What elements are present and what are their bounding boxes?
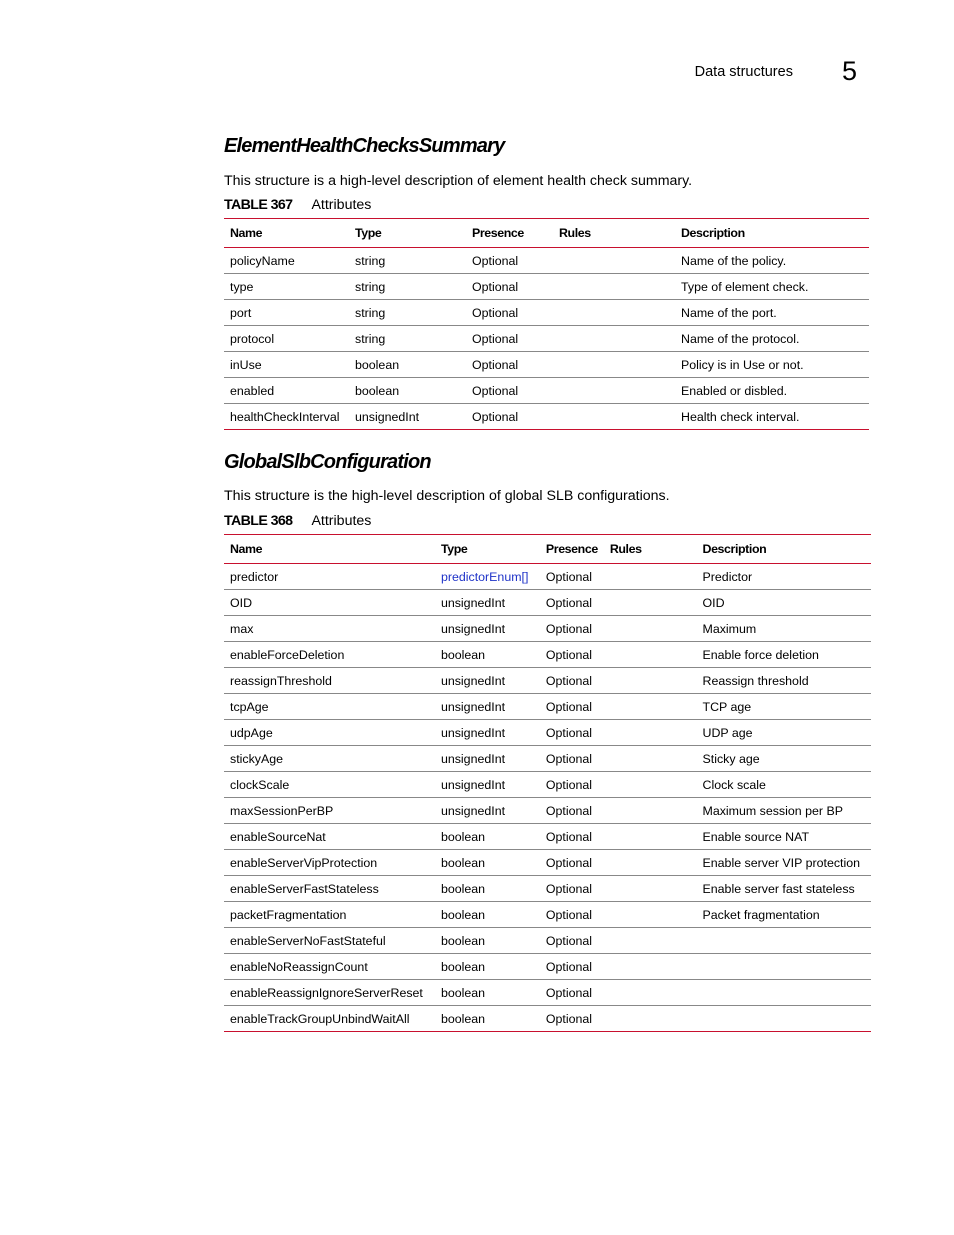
cell-name: healthCheckInterval bbox=[224, 404, 349, 430]
cell-description bbox=[697, 980, 871, 1006]
cell-presence: Optional bbox=[540, 954, 604, 980]
cell-type: boolean bbox=[435, 642, 540, 668]
cell-type: boolean bbox=[435, 928, 540, 954]
table-row bbox=[224, 902, 871, 928]
table-row bbox=[224, 616, 871, 642]
table-row bbox=[224, 404, 869, 430]
cell-rules bbox=[553, 300, 675, 326]
table-row bbox=[224, 590, 871, 616]
cell-description bbox=[697, 954, 871, 980]
cell-rules bbox=[604, 876, 697, 902]
cell-description: TCP age bbox=[697, 694, 871, 720]
cell-description: Enable server VIP protection bbox=[697, 850, 871, 876]
cell-presence: Optional bbox=[540, 746, 604, 772]
cell-description: Name of the port. bbox=[675, 300, 869, 326]
cell-presence: Optional bbox=[540, 590, 604, 616]
cell-rules bbox=[604, 824, 697, 850]
cell-description: UDP age bbox=[697, 720, 871, 746]
column-header: Name bbox=[224, 535, 435, 564]
cell-type: unsignedInt bbox=[435, 616, 540, 642]
cell-type: string bbox=[349, 326, 466, 352]
column-header: Type bbox=[435, 535, 540, 564]
cell-presence: Optional bbox=[540, 798, 604, 824]
table-number: TABLE 368 bbox=[224, 513, 293, 529]
cell-rules bbox=[553, 248, 675, 274]
table-caption bbox=[224, 195, 869, 215]
cell-rules bbox=[604, 980, 697, 1006]
attributes-table-368 bbox=[224, 534, 871, 1032]
cell-description: Maximum session per BP bbox=[697, 798, 871, 824]
cell-presence: Optional bbox=[540, 824, 604, 850]
attributes-table-367 bbox=[224, 218, 869, 430]
column-header: Presence bbox=[540, 535, 604, 564]
predictor-enum-link[interactable]: predictorEnum[] bbox=[435, 564, 540, 590]
running-header bbox=[695, 58, 857, 85]
cell-name: protocol bbox=[224, 326, 349, 352]
cell-name: enableServerVipProtection bbox=[224, 850, 435, 876]
cell-presence: Optional bbox=[540, 694, 604, 720]
table-row bbox=[224, 378, 869, 404]
cell-presence: Optional bbox=[466, 300, 553, 326]
table-row bbox=[224, 274, 869, 300]
table-row bbox=[224, 352, 869, 378]
chapter-number: 5 bbox=[841, 56, 857, 86]
cell-rules bbox=[553, 274, 675, 300]
table-caption-text: Attributes bbox=[311, 513, 372, 529]
cell-type: unsignedInt bbox=[349, 404, 466, 430]
table-row bbox=[224, 850, 871, 876]
table-row bbox=[224, 326, 869, 352]
column-header: Rules bbox=[553, 219, 675, 248]
cell-type: unsignedInt bbox=[435, 590, 540, 616]
cell-type: string bbox=[349, 274, 466, 300]
cell-presence: Optional bbox=[466, 352, 553, 378]
section-title: ElementHealthChecksSummary bbox=[224, 135, 505, 157]
cell-description: Reassign threshold bbox=[697, 668, 871, 694]
table-row bbox=[224, 300, 869, 326]
cell-type: boolean bbox=[435, 1006, 540, 1032]
cell-name: udpAge bbox=[224, 720, 435, 746]
cell-description: OID bbox=[697, 590, 871, 616]
cell-description: Name of the protocol. bbox=[675, 326, 869, 352]
cell-presence: Optional bbox=[540, 902, 604, 928]
cell-name: enableForceDeletion bbox=[224, 642, 435, 668]
cell-presence: Optional bbox=[540, 668, 604, 694]
cell-type: unsignedInt bbox=[435, 694, 540, 720]
cell-description: Type of element check. bbox=[675, 274, 869, 300]
cell-type: string bbox=[349, 300, 466, 326]
cell-name: enableNoReassignCount bbox=[224, 954, 435, 980]
cell-presence: Optional bbox=[540, 850, 604, 876]
cell-description: Packet fragmentation bbox=[697, 902, 871, 928]
table-row bbox=[224, 876, 871, 902]
cell-name: predictor bbox=[224, 564, 435, 590]
cell-description: Health check interval. bbox=[675, 404, 869, 430]
cell-rules bbox=[604, 954, 697, 980]
column-header: Name bbox=[224, 219, 349, 248]
cell-name: stickyAge bbox=[224, 746, 435, 772]
table-row bbox=[224, 980, 871, 1006]
cell-presence: Optional bbox=[540, 564, 604, 590]
cell-rules bbox=[604, 746, 697, 772]
table-row bbox=[224, 694, 871, 720]
cell-name: reassignThreshold bbox=[224, 668, 435, 694]
cell-type: unsignedInt bbox=[435, 668, 540, 694]
cell-description: Sticky age bbox=[697, 746, 871, 772]
cell-presence: Optional bbox=[466, 326, 553, 352]
cell-type: boolean bbox=[435, 980, 540, 1006]
cell-name: enableServerFastStateless bbox=[224, 876, 435, 902]
column-header: Description bbox=[675, 219, 869, 248]
table-row bbox=[224, 954, 871, 980]
cell-rules bbox=[604, 616, 697, 642]
cell-type: boolean bbox=[349, 352, 466, 378]
cell-type: unsignedInt bbox=[435, 772, 540, 798]
cell-presence: Optional bbox=[466, 404, 553, 430]
column-header: Type bbox=[349, 219, 466, 248]
cell-presence: Optional bbox=[540, 616, 604, 642]
cell-presence: Optional bbox=[540, 772, 604, 798]
cell-type: boolean bbox=[435, 876, 540, 902]
table-header-row bbox=[224, 535, 871, 564]
cell-name: enableTrackGroupUnbindWaitAll bbox=[224, 1006, 435, 1032]
table-row bbox=[224, 928, 871, 954]
cell-presence: Optional bbox=[466, 274, 553, 300]
table-row bbox=[224, 1006, 871, 1032]
cell-type: boolean bbox=[349, 378, 466, 404]
cell-type: unsignedInt bbox=[435, 746, 540, 772]
cell-rules bbox=[604, 772, 697, 798]
cell-rules bbox=[604, 1006, 697, 1032]
table-row bbox=[224, 798, 871, 824]
cell-rules bbox=[604, 564, 697, 590]
cell-presence: Optional bbox=[540, 928, 604, 954]
cell-rules bbox=[553, 404, 675, 430]
cell-name: policyName bbox=[224, 248, 349, 274]
cell-type: boolean bbox=[435, 954, 540, 980]
cell-name: type bbox=[224, 274, 349, 300]
cell-description: Name of the policy. bbox=[675, 248, 869, 274]
table-row bbox=[224, 668, 871, 694]
cell-presence: Optional bbox=[540, 876, 604, 902]
cell-name: OID bbox=[224, 590, 435, 616]
cell-rules bbox=[553, 326, 675, 352]
cell-description: Enabled or disbled. bbox=[675, 378, 869, 404]
table-row bbox=[224, 772, 871, 798]
column-header: Rules bbox=[604, 535, 697, 564]
cell-type: unsignedInt bbox=[435, 798, 540, 824]
cell-description: Predictor bbox=[697, 564, 871, 590]
cell-name: tcpAge bbox=[224, 694, 435, 720]
cell-name: maxSessionPerBP bbox=[224, 798, 435, 824]
cell-presence: Optional bbox=[466, 378, 553, 404]
cell-rules bbox=[604, 902, 697, 928]
cell-presence: Optional bbox=[540, 720, 604, 746]
column-header: Description bbox=[697, 535, 871, 564]
table-row bbox=[224, 824, 871, 850]
cell-rules bbox=[604, 720, 697, 746]
cell-name: port bbox=[224, 300, 349, 326]
cell-type: boolean bbox=[435, 902, 540, 928]
cell-description bbox=[697, 1006, 871, 1032]
cell-presence: Optional bbox=[466, 248, 553, 274]
table-row bbox=[224, 248, 869, 274]
cell-description: Maximum bbox=[697, 616, 871, 642]
cell-rules bbox=[604, 850, 697, 876]
cell-name: packetFragmentation bbox=[224, 902, 435, 928]
cell-rules bbox=[604, 694, 697, 720]
cell-rules bbox=[553, 352, 675, 378]
cell-name: enableReassignIgnoreServerReset bbox=[224, 980, 435, 1006]
table-number: TABLE 367 bbox=[224, 197, 293, 213]
cell-name: enabled bbox=[224, 378, 349, 404]
section-intro: This structure is a high-level description of element health check summary. bbox=[224, 173, 693, 189]
cell-name: enableSourceNat bbox=[224, 824, 435, 850]
table-row bbox=[224, 746, 871, 772]
cell-name: enableServerNoFastStateful bbox=[224, 928, 435, 954]
cell-name: inUse bbox=[224, 352, 349, 378]
header-section-title: Data structures bbox=[694, 63, 793, 80]
cell-type: boolean bbox=[435, 824, 540, 850]
table-row bbox=[224, 642, 871, 668]
cell-description: Enable force deletion bbox=[697, 642, 871, 668]
table-row bbox=[224, 720, 871, 746]
cell-name: max bbox=[224, 616, 435, 642]
cell-presence: Optional bbox=[540, 1006, 604, 1032]
cell-rules bbox=[604, 642, 697, 668]
cell-description: Policy is in Use or not. bbox=[675, 352, 869, 378]
cell-type: boolean bbox=[435, 850, 540, 876]
table-caption bbox=[224, 511, 871, 531]
cell-rules bbox=[604, 668, 697, 694]
column-header: Presence bbox=[466, 219, 553, 248]
cell-presence: Optional bbox=[540, 980, 604, 1006]
cell-description bbox=[697, 928, 871, 954]
cell-name: clockScale bbox=[224, 772, 435, 798]
cell-rules bbox=[553, 378, 675, 404]
cell-rules bbox=[604, 590, 697, 616]
table-row bbox=[224, 564, 871, 590]
table-caption-text: Attributes bbox=[311, 197, 372, 213]
cell-type: unsignedInt bbox=[435, 720, 540, 746]
cell-rules bbox=[604, 798, 697, 824]
cell-description: Clock scale bbox=[697, 772, 871, 798]
table-header-row bbox=[224, 219, 869, 248]
section-element-health-checks-summary bbox=[224, 133, 869, 430]
cell-rules bbox=[604, 928, 697, 954]
section-intro: This structure is the high-level description of global SLB configurations. bbox=[224, 488, 670, 504]
cell-presence: Optional bbox=[540, 642, 604, 668]
section-global-slb-configuration bbox=[224, 449, 871, 1032]
cell-description: Enable server fast stateless bbox=[697, 876, 871, 902]
cell-type: string bbox=[349, 248, 466, 274]
cell-description: Enable source NAT bbox=[697, 824, 871, 850]
section-title: GlobalSlbConfiguration bbox=[224, 451, 431, 473]
